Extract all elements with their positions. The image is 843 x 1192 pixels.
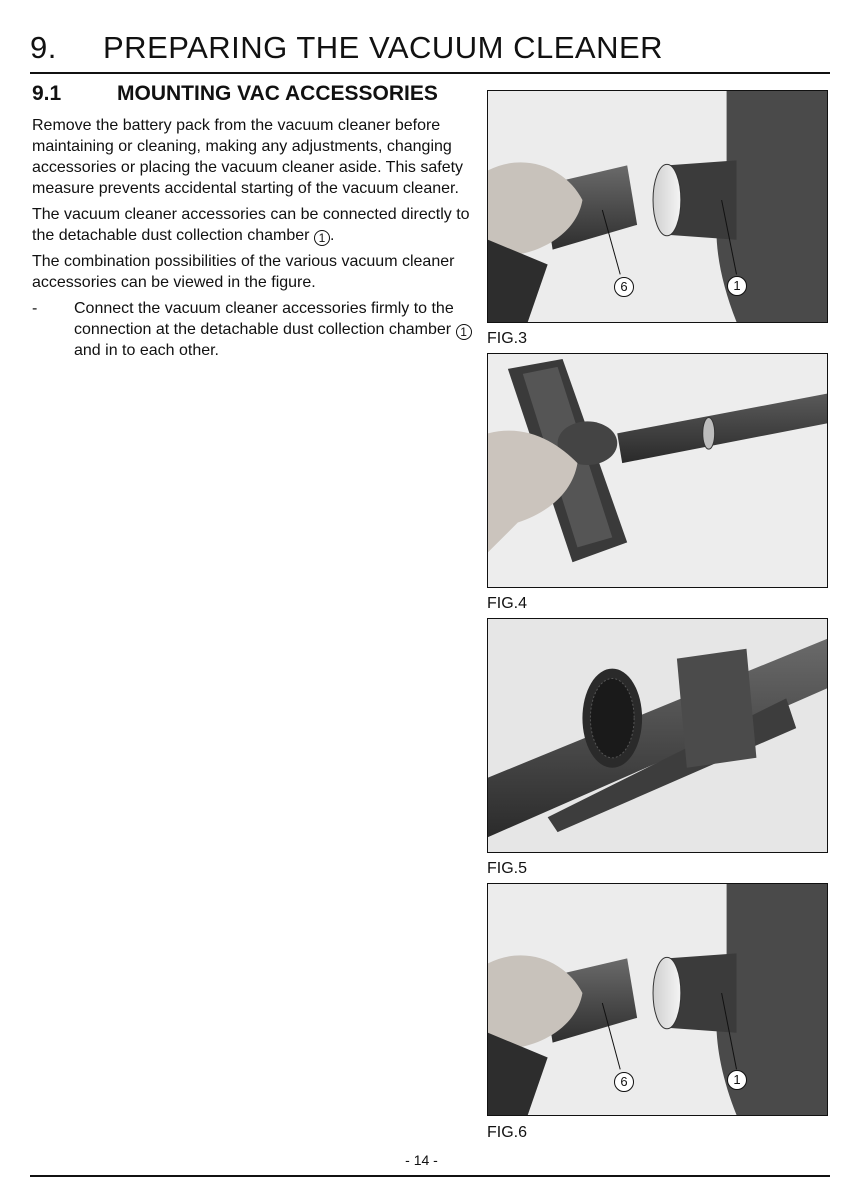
figure-3-image [487,90,828,323]
paragraph-connect-end: . [329,227,335,244]
heading-number: 9. [30,30,57,65]
top-rule [30,72,830,74]
list-item-text [74,298,472,361]
list-item [32,298,472,361]
vacuum-nozzle-connection-image [488,91,827,322]
list-bullet: - [32,300,38,317]
heading-text: PREPARING THE VACUUM CLEANER [103,30,664,65]
paragraph-connect-text: The vacuum cleaner accessories can be connected directly to the detachable dust collection chamber [32,206,470,244]
floor-brush-image [488,354,827,587]
section-heading [32,82,438,106]
body-text [32,115,472,361]
ref-badge: 1 [314,230,330,246]
list-item-text-after: and in to each other. [74,342,219,359]
paragraph-combination: The combination possibilities of the various vacuum cleaner accessories can be viewed in the figure. [32,253,455,291]
list-item-text-before: Connect the vacuum cleaner accessories firmly to the connection at the detachable dust collection chamber [74,300,454,338]
figure-caption: FIG.3 [487,330,528,347]
callout-6: 6 [614,277,634,297]
callout-1: 1 [727,276,747,296]
figure-caption: FIG.4 [487,595,528,612]
ref-badge: 1 [456,324,472,340]
bottom-rule [30,1175,830,1177]
section-number: 9.1 [32,82,62,105]
figure-caption: FIG.6 [487,1124,528,1141]
brush-and-crevice-tool-image [488,619,827,852]
figure-4-image [487,353,828,588]
section-text: MOUNTING VAC ACCESSORIES [117,82,438,105]
vacuum-nozzle-connection-image [488,884,827,1115]
paragraph-battery: Remove the battery pack from the vacuum cleaner before maintaining or cleaning, making any adjustments, changing accessories or placing the vacuum cleaner aside. This safety measure prevents accidental starting of the vacuum cleaner. [32,117,464,197]
figure-caption: FIG.5 [487,860,528,877]
figure-6-image [487,883,828,1116]
page-heading [30,30,663,66]
page-number: - 14 - [405,1152,438,1168]
paragraph-connect [32,204,472,246]
figure-5-image [487,618,828,853]
callout-1: 1 [727,1070,747,1090]
callout-6: 6 [614,1072,634,1092]
